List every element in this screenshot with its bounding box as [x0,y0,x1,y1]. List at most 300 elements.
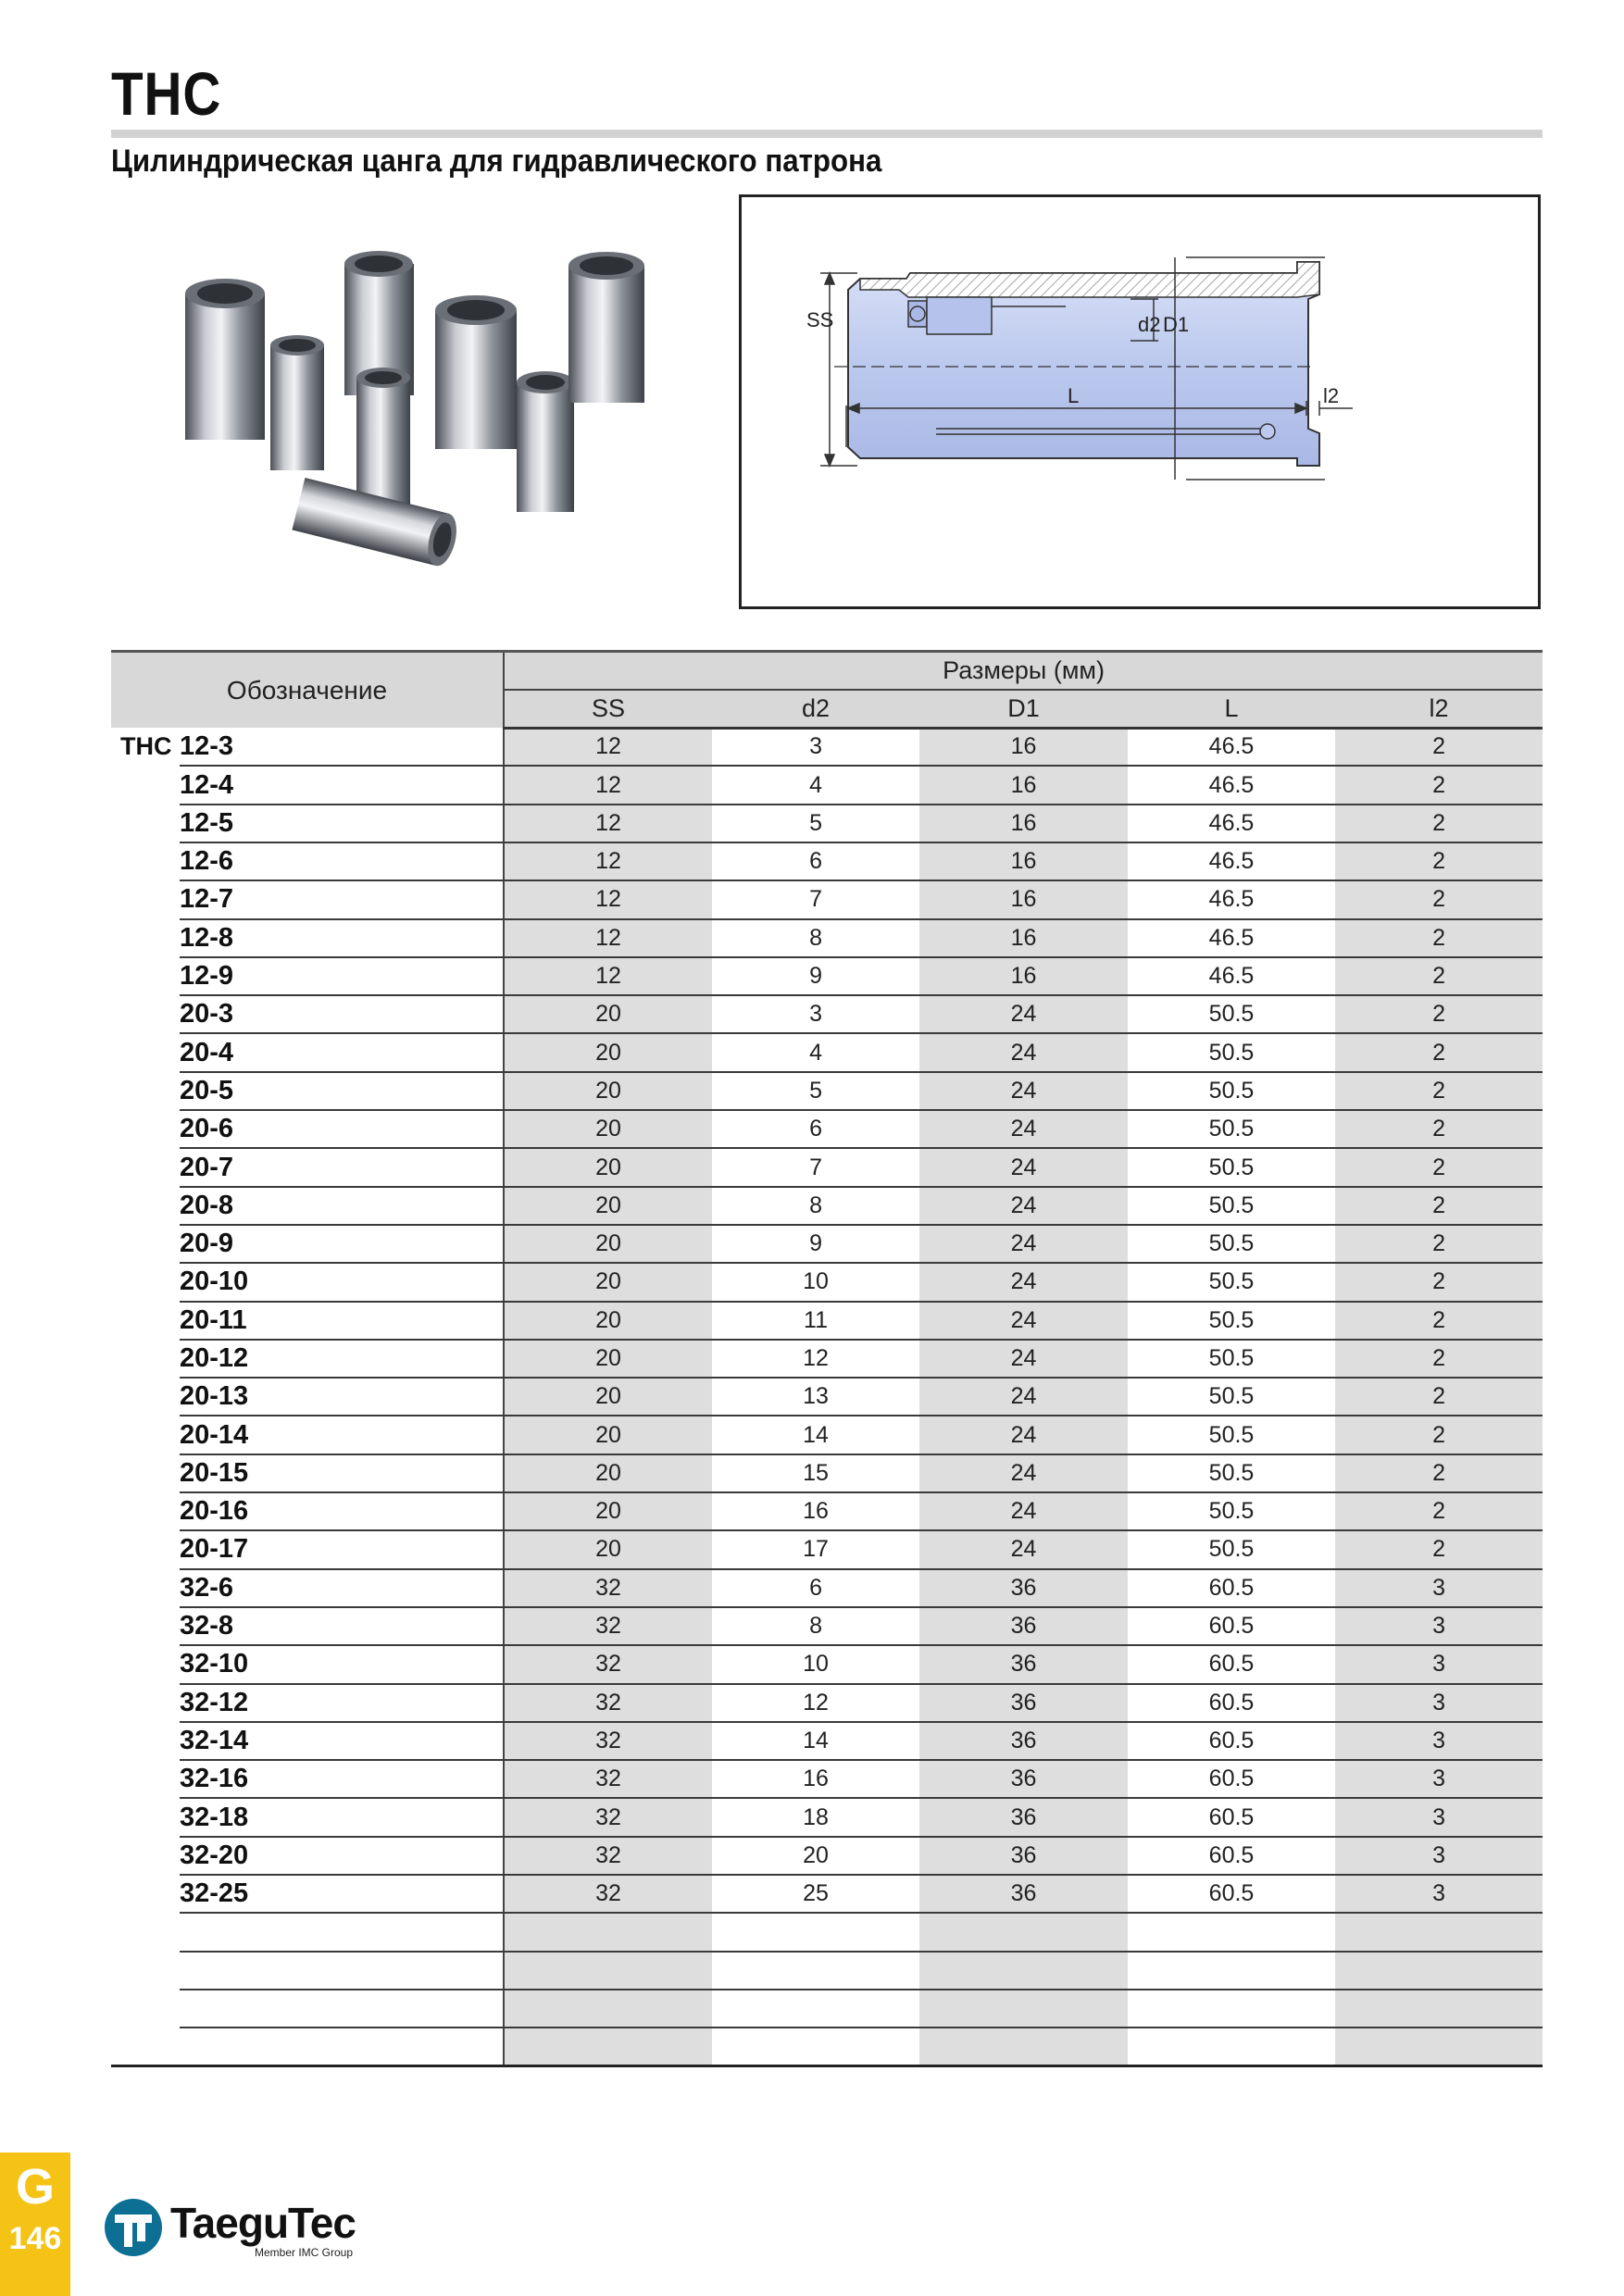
cell-l: 50.5 [1128,1225,1335,1263]
cell-d1: 36 [919,1837,1128,1875]
collet-cross-section [834,262,1319,466]
cell-d2: 15 [712,1454,919,1492]
row-designation [180,2028,504,2065]
cell-d2: 5 [712,805,919,842]
cell-ss [504,1990,712,2028]
cell-l2: 3 [1335,1875,1543,1913]
cell-ss: 20 [504,1454,712,1492]
cell-ss: 32 [504,1684,712,1722]
cell-d2: 8 [712,1187,919,1225]
table-row [111,1225,1543,1263]
cell-d2: 8 [712,919,919,957]
row-designation [180,1913,504,1951]
cell-l: 50.5 [1128,1378,1335,1416]
cell-l2 [1335,2028,1543,2065]
cell-d1: 36 [919,1798,1128,1836]
cell-d2: 10 [712,1645,919,1683]
cell-l: 46.5 [1128,766,1335,804]
cell-d2: 12 [712,1340,919,1378]
taegutec-logo-icon [102,2196,165,2259]
row-prefix [111,1875,180,1913]
cell-ss: 20 [504,1530,712,1568]
cell-d1 [919,1952,1128,1990]
brand-tagline: Member IMC Group [255,2246,354,2259]
row-designation: 20-13 [180,1378,504,1416]
cell-l: 50.5 [1128,1110,1335,1148]
table-row [111,1913,1543,1951]
row-prefix [111,1684,180,1722]
table-row [111,1492,1543,1530]
row-designation: 20-14 [180,1416,504,1454]
cell-l2: 2 [1335,919,1543,957]
table-row [111,1990,1543,2028]
row-prefix [111,1798,180,1836]
cell-ss: 32 [504,1875,712,1913]
table-row [111,1187,1543,1225]
col-header-ss: SS [504,690,712,728]
row-prefix [111,1340,180,1378]
collet-image [568,252,644,403]
cell-l: 60.5 [1128,1569,1335,1607]
cell-l2: 2 [1335,1225,1543,1263]
cell-l: 46.5 [1128,728,1335,766]
dim-label-l2: l2 [1323,384,1340,407]
row-prefix [111,1148,180,1186]
table-row [111,1033,1543,1071]
cell-d2: 25 [712,1875,919,1913]
dim-label-l: L [1068,384,1080,407]
row-prefix [111,957,180,995]
cell-d2: 13 [712,1378,919,1416]
title-rule [111,130,1543,138]
cell-l: 46.5 [1128,957,1335,995]
row-prefix [111,1187,180,1225]
cell-ss: 32 [504,1607,712,1645]
cell-ss: 20 [504,1148,712,1186]
cell-l: 50.5 [1128,1263,1335,1301]
cell-l: 50.5 [1128,1530,1335,1568]
cell-d2: 3 [712,995,919,1033]
cell-d1: 24 [919,1454,1128,1492]
row-designation: 20-9 [180,1225,504,1263]
row-designation: 32-18 [180,1798,504,1836]
page-subtitle: Цилиндрическая цанга для гидравлического патрона [111,144,882,179]
row-prefix: THC [120,732,172,761]
cell-d1: 24 [919,1110,1128,1148]
cell-l2: 2 [1335,995,1543,1033]
cell-ss [504,2028,712,2065]
cell-l2 [1335,1952,1543,1990]
cell-ss: 20 [504,1340,712,1378]
table-row [111,1340,1543,1378]
cell-d1: 36 [919,1607,1128,1645]
cell-d2 [712,1990,919,2028]
table-row [111,2028,1543,2065]
table-row [111,957,1543,995]
cell-d2 [712,1952,919,1990]
cell-d1 [919,1990,1128,2028]
row-designation: 20-5 [180,1072,504,1110]
cell-ss: 32 [504,1760,712,1798]
table-row [111,1302,1543,1340]
table-row [111,842,1543,880]
cell-d2: 11 [712,1302,919,1340]
cell-l2: 3 [1335,1760,1543,1798]
dimensions-header: Размеры (мм) [504,652,1543,690]
cell-l2: 3 [1335,1722,1543,1760]
row-designation: 32-6 [180,1569,504,1607]
row-prefix [111,1263,180,1301]
cell-l2: 2 [1335,842,1543,880]
cell-d2: 7 [712,880,919,918]
dim-label-ss: SS [806,308,834,331]
cell-d1: 36 [919,1684,1128,1722]
row-prefix [111,1645,180,1683]
cell-ss: 12 [504,957,712,995]
taegutec-logo [102,2192,356,2266]
cell-l: 60.5 [1128,1875,1335,1913]
table-row [111,805,1543,842]
cell-d2: 16 [712,1492,919,1530]
row-prefix [111,1492,180,1530]
cell-d1: 24 [919,1416,1128,1454]
cell-d1: 16 [919,805,1128,842]
designation-header: Обозначение [111,652,504,729]
cell-l [1128,1952,1335,1990]
cell-ss: 32 [504,1837,712,1875]
cell-l2: 2 [1335,880,1543,918]
cell-d2: 8 [712,1607,919,1645]
cell-d1: 24 [919,1187,1128,1225]
dim-label-d1: D1 [1163,313,1190,336]
table-row [111,728,1543,766]
row-designation: 12-8 [180,919,504,957]
row-designation: 20-7 [180,1148,504,1186]
cell-ss: 32 [504,1569,712,1607]
cell-l: 50.5 [1128,1416,1335,1454]
cell-ss: 20 [504,1416,712,1454]
cell-l2: 2 [1335,1263,1543,1301]
cell-l: 60.5 [1128,1837,1335,1875]
cell-l: 60.5 [1128,1722,1335,1760]
cell-l2 [1335,1913,1543,1951]
row-designation: 20-12 [180,1340,504,1378]
cell-d1: 24 [919,1340,1128,1378]
row-prefix [111,1454,180,1492]
cell-l2: 2 [1335,728,1543,766]
cell-l2: 2 [1335,1072,1543,1110]
row-prefix [111,1072,180,1110]
cell-ss: 20 [504,1225,712,1263]
cell-l2: 3 [1335,1837,1543,1875]
cell-d1: 36 [919,1569,1128,1607]
cell-l2: 3 [1335,1569,1543,1607]
col-header-l2: l2 [1335,690,1543,728]
table-row [111,1110,1543,1148]
cell-l: 46.5 [1128,919,1335,957]
row-prefix [111,805,180,842]
cell-ss: 32 [504,1722,712,1760]
row-prefix [111,1837,180,1875]
cell-d1: 36 [919,1645,1128,1683]
cell-l2: 2 [1335,1454,1543,1492]
row-designation: 32-14 [180,1722,504,1760]
cell-ss: 32 [504,1798,712,1836]
row-designation: 32-10 [180,1645,504,1683]
table-row [111,919,1543,957]
table-row [111,1760,1543,1798]
cell-ss: 20 [504,995,712,1033]
cell-l: 50.5 [1128,1340,1335,1378]
section-letter: G [15,2159,55,2215]
row-prefix [111,2028,180,2065]
cell-ss: 20 [504,1302,712,1340]
cell-d2: 6 [712,1110,919,1148]
cell-d1: 16 [919,728,1128,766]
row-designation: 20-16 [180,1492,504,1530]
table-row [111,880,1543,918]
cell-l: 50.5 [1128,1492,1335,1530]
cell-l: 50.5 [1128,1148,1335,1186]
cell-d1: 24 [919,1302,1128,1340]
row-prefix [111,1990,180,2028]
cell-ss: 32 [504,1645,712,1683]
cell-ss: 20 [504,1263,712,1301]
col-header-d2: d2 [712,690,919,728]
row-prefix [111,1378,180,1416]
table-row [111,1684,1543,1722]
cell-ss: 20 [504,1378,712,1416]
page-number: 146 [8,2221,62,2256]
row-prefix [111,1033,180,1071]
cell-l2: 3 [1335,1798,1543,1836]
cell-d1: 16 [919,766,1128,804]
row-designation [180,1952,504,1990]
cell-ss: 20 [504,1072,712,1110]
cell-d1: 24 [919,1148,1128,1186]
cell-ss: 20 [504,1187,712,1225]
cell-d2: 17 [712,1530,919,1568]
cell-d2: 6 [712,1569,919,1607]
dim-label-d2: d2 [1138,313,1161,336]
cell-l: 46.5 [1128,805,1335,842]
cell-l: 60.5 [1128,1684,1335,1722]
table-row [111,1416,1543,1454]
row-designation: 12-6 [180,842,504,880]
row-designation: 12-7 [180,880,504,918]
row-prefix [111,1952,180,1990]
spec-table-body [111,728,1543,2065]
collet-image [517,371,574,512]
table-row [111,1645,1543,1683]
table-row [111,1454,1543,1492]
cell-d1: 24 [919,1378,1128,1416]
cell-ss: 20 [504,1033,712,1071]
cell-d1: 24 [919,1530,1128,1568]
cell-d2 [712,2028,919,2065]
row-designation: 32-12 [180,1684,504,1722]
cell-d2 [712,1913,919,1951]
table-row [111,1263,1543,1301]
cell-ss: 12 [504,728,712,766]
row-prefix [111,919,180,957]
cell-l2: 2 [1335,805,1543,842]
row-designation: 12-4 [180,766,504,804]
cell-l: 50.5 [1128,1072,1335,1110]
cell-d1: 16 [919,880,1128,918]
cell-d2: 4 [712,1033,919,1071]
row-designation: 20-6 [180,1110,504,1148]
cell-d1: 16 [919,842,1128,880]
cell-d1 [919,1913,1128,1951]
collet-image [270,335,324,470]
cell-d2: 9 [712,1225,919,1263]
cell-d2: 20 [712,1837,919,1875]
row-designation: 20-10 [180,1263,504,1301]
table-row [111,1837,1543,1875]
cell-ss: 12 [504,919,712,957]
cell-l2: 2 [1335,957,1543,995]
cell-l: 50.5 [1128,1187,1335,1225]
cell-d1: 16 [919,919,1128,957]
row-prefix [111,995,180,1033]
cell-d1: 24 [919,1492,1128,1530]
row-designation [180,1990,504,2028]
cell-d2: 9 [712,957,919,995]
cell-ss: 12 [504,880,712,918]
cell-d1: 24 [919,1263,1128,1301]
row-prefix [111,1913,180,1951]
cell-d2: 5 [712,1072,919,1110]
cell-d1: 24 [919,1033,1128,1071]
cell-l2: 2 [1335,1530,1543,1568]
cell-l: 50.5 [1128,995,1335,1033]
cell-l2: 3 [1335,1607,1543,1645]
row-prefix [111,766,180,804]
table-row [111,1148,1543,1186]
cell-ss: 20 [504,1492,712,1530]
row-designation: 20-11 [180,1302,504,1340]
cell-ss [504,1913,712,1951]
row-prefix [111,1530,180,1568]
table-row [111,1952,1543,1990]
table-row [111,1072,1543,1110]
cell-ss: 20 [504,1110,712,1148]
collet-image [356,368,410,505]
cell-d2: 14 [712,1722,919,1760]
dimension-diagram [739,194,1541,609]
cell-l2: 2 [1335,1492,1543,1530]
cell-l2: 2 [1335,1378,1543,1416]
cell-l2: 2 [1335,1033,1543,1071]
section-tab [0,2152,70,2296]
brand-name: TaeguTec [170,2199,356,2247]
cell-l2: 3 [1335,1684,1543,1722]
cell-l2: 2 [1335,1302,1543,1340]
cell-d1 [919,2028,1128,2065]
row-prefix [111,1760,180,1798]
cell-d1: 24 [919,1225,1128,1263]
cell-l2: 2 [1335,1148,1543,1186]
cell-l: 46.5 [1128,880,1335,918]
row-designation: 20-8 [180,1187,504,1225]
table-row [111,1607,1543,1645]
table-row [111,1798,1543,1836]
cell-l: 60.5 [1128,1607,1335,1645]
row-designation: 32-25 [180,1875,504,1913]
cell-l: 60.5 [1128,1645,1335,1683]
row-prefix [111,1225,180,1263]
cell-d2: 10 [712,1263,919,1301]
cell-l [1128,1990,1335,2028]
row-prefix [111,880,180,918]
cell-l2: 2 [1335,1110,1543,1148]
row-prefix [111,1110,180,1148]
table-row [111,1875,1543,1913]
spec-table [111,650,1543,2067]
row-designation: 12-9 [180,957,504,995]
cell-d2: 18 [712,1798,919,1836]
cell-l [1128,2028,1335,2065]
row-designation: 12-3 [180,728,504,766]
cell-ss: 12 [504,766,712,804]
cell-d2: 14 [712,1416,919,1454]
cell-l: 50.5 [1128,1454,1335,1492]
cell-d1: 36 [919,1760,1128,1798]
cell-l: 60.5 [1128,1760,1335,1798]
cell-l: 60.5 [1128,1798,1335,1836]
row-designation: 12-5 [180,805,504,842]
row-designation: 32-16 [180,1760,504,1798]
row-designation: 20-17 [180,1530,504,1568]
col-header-l: L [1128,690,1335,728]
cell-d2: 3 [712,728,919,766]
table-row [111,995,1543,1033]
row-prefix [111,1416,180,1454]
row-prefix [111,1302,180,1340]
cell-l: 50.5 [1128,1033,1335,1071]
cell-l2: 3 [1335,1645,1543,1683]
table-row [111,1378,1543,1416]
table-row [111,1530,1543,1568]
cell-l2 [1335,1990,1543,2028]
cell-d1: 24 [919,995,1128,1033]
cell-l2: 2 [1335,766,1543,804]
row-prefix [111,842,180,880]
cell-d2: 16 [712,1760,919,1798]
cell-d2: 7 [712,1148,919,1186]
table-row [111,1722,1543,1760]
cell-d1: 24 [919,1072,1128,1110]
page-title: THC [111,59,222,128]
cell-ss: 12 [504,805,712,842]
row-designation: 20-15 [180,1454,504,1492]
cell-l: 46.5 [1128,842,1335,880]
cell-d1: 36 [919,1875,1128,1913]
cell-ss [504,1952,712,1990]
cell-d2: 4 [712,766,919,804]
col-header-d1: D1 [919,690,1128,728]
cell-d2: 12 [712,1684,919,1722]
cell-l2: 2 [1335,1416,1543,1454]
row-prefix [111,1722,180,1760]
collet-image [185,279,265,440]
cell-l2: 2 [1335,1340,1543,1378]
cell-l2: 2 [1335,1187,1543,1225]
row-designation: 32-20 [180,1837,504,1875]
row-prefix [111,1569,180,1607]
row-prefix [111,1607,180,1645]
